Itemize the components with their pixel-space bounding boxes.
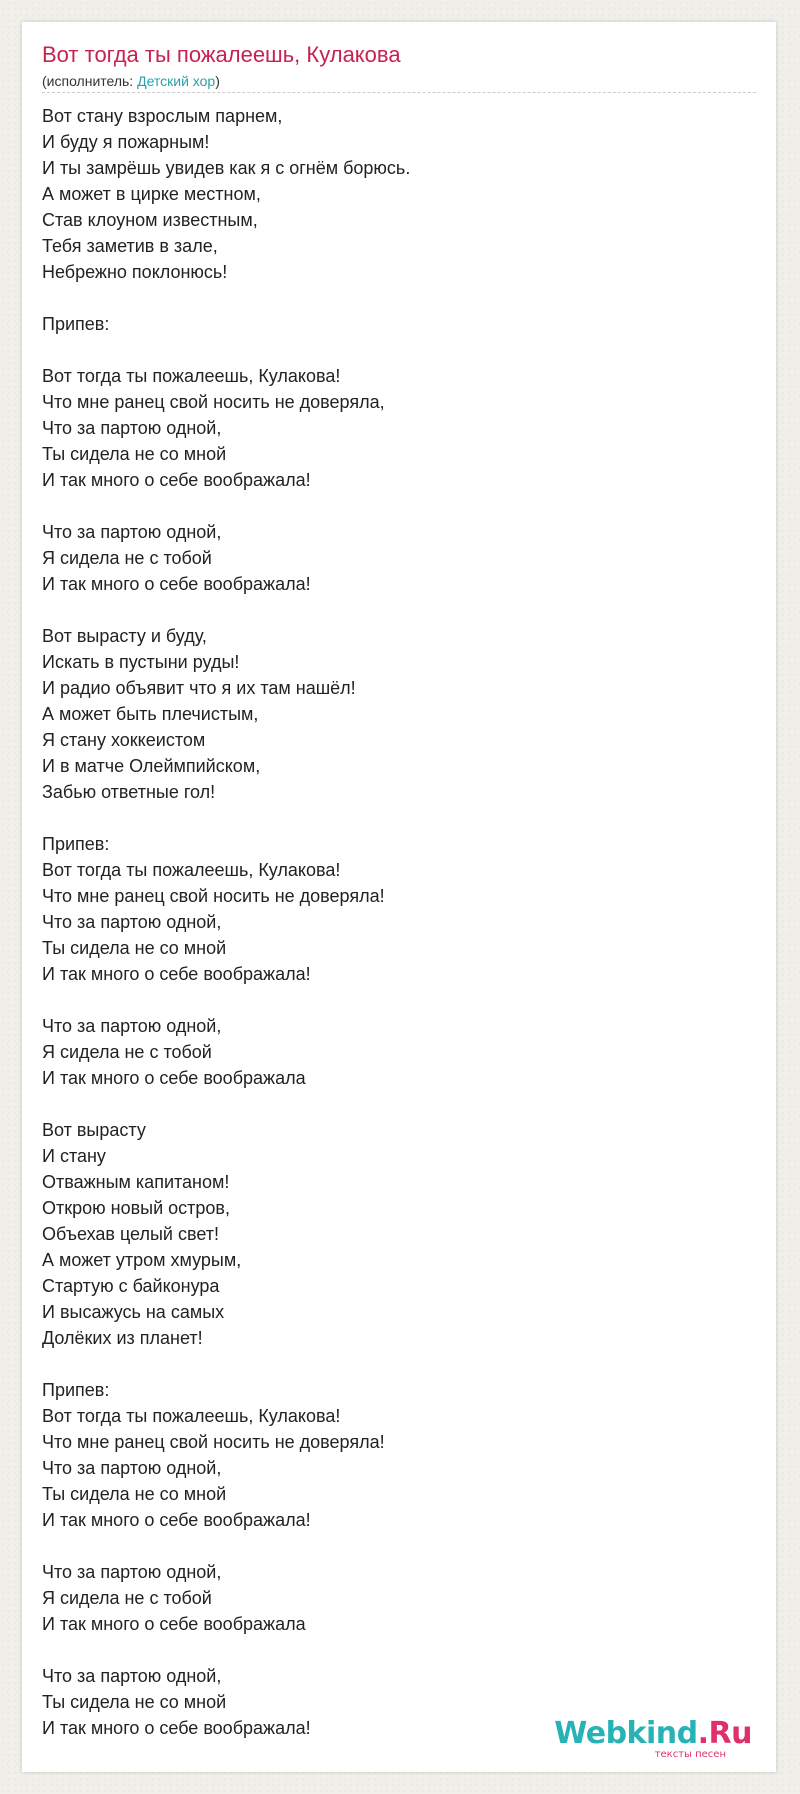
lyrics-line: И так много о себе воображала! [42, 574, 311, 594]
lyrics-line: Я сидела не с тобой [42, 1042, 212, 1062]
lyrics-blank-line [42, 987, 742, 1013]
lyrics-blank-line [42, 1637, 742, 1663]
lyrics-blank-line [42, 1351, 742, 1377]
lyrics-line: Что за партою одной, [42, 522, 222, 542]
logo-wordmark [554, 1716, 752, 1751]
lyrics-line: Ты сидела не со мной [42, 1692, 227, 1712]
lyrics-line: И в матче Олеймпийском, [42, 756, 261, 776]
lyrics-line: И так много о себе воображала! [42, 470, 311, 490]
lyrics-line: И стану [42, 1146, 106, 1166]
lyrics-blank-line [42, 1091, 742, 1117]
lyrics-line: Забью ответные гол! [42, 782, 216, 802]
lyrics-line: Стартую с байконура [42, 1276, 220, 1296]
lyrics-line: И высажусь на самых [42, 1302, 225, 1322]
lyrics-line: И так много о себе воображала! [42, 1510, 311, 1530]
logo-tagline: тексты песен [654, 1749, 726, 1760]
title-divider [42, 92, 756, 93]
lyrics-line: И буду я пожарным! [42, 132, 210, 152]
lyrics-line: Вот стану взрослым парнем, [42, 106, 283, 126]
lyrics-line: Припев: [42, 314, 110, 334]
lyrics-line: Став клоуном известным, [42, 210, 258, 230]
performer-link[interactable]: Детский хор [137, 73, 216, 89]
lyrics-line: Вот вырасту [42, 1120, 146, 1140]
lyrics-text [42, 103, 742, 1741]
lyrics-line: Припев: [42, 1380, 110, 1400]
lyrics-line: Небрежно поклонюсь! [42, 262, 228, 282]
lyrics-line: И так много о себе воображала [42, 1614, 306, 1634]
lyrics-line: И так много о себе воображала [42, 1068, 306, 1088]
lyrics-blank-line [42, 493, 742, 519]
lyrics-card [22, 22, 776, 1772]
performer-suffix: ) [215, 73, 220, 89]
lyrics-line: А может быть плечистым, [42, 704, 259, 724]
lyrics-blank-line [42, 1533, 742, 1559]
lyrics-line: Что за партою одной, [42, 1016, 222, 1036]
lyrics-line: Припев: [42, 834, 110, 854]
lyrics-line: И ты замрёшь увидев как я с огнём борюсь. [42, 158, 411, 178]
lyrics-line: Ты сидела не со мной [42, 938, 227, 958]
lyrics-line: Искать в пустыни руды! [42, 652, 240, 672]
lyrics-line: Ты сидела не со мной [42, 444, 227, 464]
song-title: Вот тогда ты пожалеешь, Кулакова [42, 42, 401, 67]
lyrics-blank-line [42, 337, 742, 363]
lyrics-blank-line [42, 285, 742, 311]
lyrics-line: Вот тогда ты пожалеешь, Кулакова! [42, 1406, 341, 1426]
lyrics-line: Я стану хоккеистом [42, 730, 206, 750]
lyrics-line: Тебя заметив в зале, [42, 236, 218, 256]
lyrics-blank-line [42, 805, 742, 831]
lyrics-line: А может в цирке местном, [42, 184, 261, 204]
lyrics-line: Что мне ранец свой носить не доверяла, [42, 392, 385, 412]
lyrics-line: Объехав целый свет! [42, 1224, 219, 1244]
lyrics-line: Открою новый остров, [42, 1198, 230, 1218]
lyrics-line: Что за партою одной, [42, 1458, 222, 1478]
lyrics-line: Что мне ранец свой носить не доверяла! [42, 886, 385, 906]
lyrics-line: Что за партою одной, [42, 418, 222, 438]
lyrics-line: А может утром хмурым, [42, 1250, 242, 1270]
lyrics-line: Что за партою одной, [42, 912, 222, 932]
lyrics-line: Отважным капитаном! [42, 1172, 230, 1192]
lyrics-line: Вот тогда ты пожалеешь, Кулакова! [42, 860, 341, 880]
lyrics-line: Я сидела не с тобой [42, 1588, 212, 1608]
lyrics-line: И радио объявит что я их там нашёл! [42, 678, 356, 698]
lyrics-line: Что за партою одной, [42, 1666, 222, 1686]
lyrics-line: Долёких из планет! [42, 1328, 203, 1348]
lyrics-line: И так много о себе воображала! [42, 964, 311, 984]
logo-tld: .Ru [697, 1716, 752, 1751]
site-logo[interactable] [554, 1716, 752, 1760]
lyrics-line: Ты сидела не со мной [42, 1484, 227, 1504]
lyrics-line: Что мне ранец свой носить не доверяла! [42, 1432, 385, 1452]
lyrics-line: Вот вырасту и буду, [42, 626, 207, 646]
lyrics-line: Я сидела не с тобой [42, 548, 212, 568]
performer-prefix: (исполнитель: [42, 73, 138, 89]
lyrics-line: Что за партою одной, [42, 1562, 222, 1582]
logo-word: Webkind [554, 1716, 698, 1751]
lyrics-line: И так много о себе воображала! [42, 1718, 311, 1738]
performer-line [42, 72, 220, 90]
lyrics-blank-line [42, 597, 742, 623]
lyrics-line: Вот тогда ты пожалеешь, Кулакова! [42, 366, 341, 386]
